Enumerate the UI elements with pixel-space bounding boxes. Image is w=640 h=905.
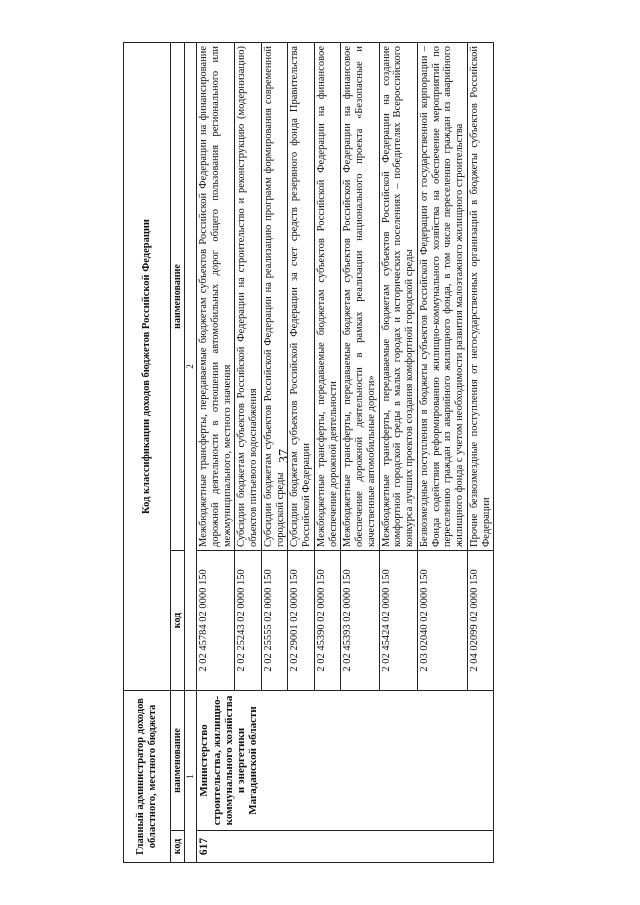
header-row-groups: [124, 42, 171, 862]
income-code: 2 02 45390 02 0000 150: [314, 550, 341, 690]
income-code: 2 03 02040 02 0000 150: [417, 550, 467, 690]
income-name: Субсидии бюджетам субъектов Российской Федерации на строительство и реконструкцию (модернизацию) объектов питьевого водоснабжения: [235, 42, 262, 550]
table-row: [197, 42, 235, 862]
income-code: 2 02 45784 02 0000 150: [197, 550, 235, 690]
page-number: 37: [277, 449, 292, 463]
rotated-page-content: [123, 43, 558, 863]
income-code: 2 02 45424 02 0000 150: [379, 550, 417, 690]
header-row-columns: [171, 42, 185, 862]
income-name: Безвозмездные поступления в бюджеты субъектов Российской Федерации от государственной корпорации – Фонда содействия реформированию жилищно-коммунального хозяйства на обеспечение мероприятий по переселению граждан из аварийного жилищного фонда, в том числе переселению граждан из аварийного жилищного фонда с учетом необходимости развития малоэтажного жилищного строительства: [417, 42, 467, 550]
header-income-code: код: [171, 550, 185, 690]
header-income-name: наименование: [171, 42, 185, 550]
header-classification-code: Код классификации доходов бюджетов Российской Федерации: [124, 42, 171, 690]
column-number-1: 1: [185, 690, 197, 862]
administrator-name: Министерство строительства, жилищно-коммунального хозяйства и энергетики Магаданской области: [197, 690, 494, 830]
income-code: 2 02 25243 02 0000 150: [235, 550, 262, 690]
income-code: 2 02 45393 02 0000 150: [341, 550, 379, 690]
header-administrator: Главный администратор доходов областного, местного бюджета: [124, 690, 171, 862]
income-name: Субсидии бюджетам субъектов Российской Федерации на реализацию программ формирования современной городской среды: [261, 42, 288, 550]
column-number-2: 2: [185, 42, 197, 690]
revenue-classification-table: [123, 42, 494, 863]
income-name: Межбюджетные трансферты, передаваемые бюджетам субъектов Российской Федерации на финансирование дорожной деятельности в отношении автомобильных дорог общего пользования регионального или межмуниципального, местного значения: [197, 42, 235, 550]
income-code: 2 04 02099 02 0000 150: [467, 550, 494, 690]
header-admin-code: код: [171, 831, 185, 863]
income-name: Межбюджетные трансферты, передаваемые бюджетам субъектов Российской Федерации на создание комфортной городской среды в малых городах и исторических поселениях – победителях Всероссийского конкурса лучших проектов создания комфортной городской среды: [379, 42, 417, 550]
header-admin-name: наименование: [171, 690, 185, 830]
income-code: 2 02 25555 02 0000 150: [261, 550, 288, 690]
income-code: 2 02 29001 02 0000 150: [288, 550, 315, 690]
income-name: Субсидии бюджетам субъектов Российской Федерации за счет средств резервного фонда Правительства Российской Федерации: [288, 42, 315, 550]
income-name: Межбюджетные трансферты, передаваемые бюджетам субъектов Российской Федерации на финансовое обеспечение дорожной деятельности в рамках реализации национального проекта «Безопасные и качественные автомобильные дороги»: [341, 42, 379, 550]
administrator-code: 617: [197, 831, 494, 863]
income-name: Прочие безвозмездные поступления от негосударственных организаций в бюджеты субъектов Российской Федерации: [467, 42, 494, 550]
header-row-numbers: [185, 42, 197, 862]
income-name: Межбюджетные трансферты, передаваемые бюджетам субъектов Российской Федерации на финансовое обеспечение дорожной деятельности: [314, 42, 341, 550]
